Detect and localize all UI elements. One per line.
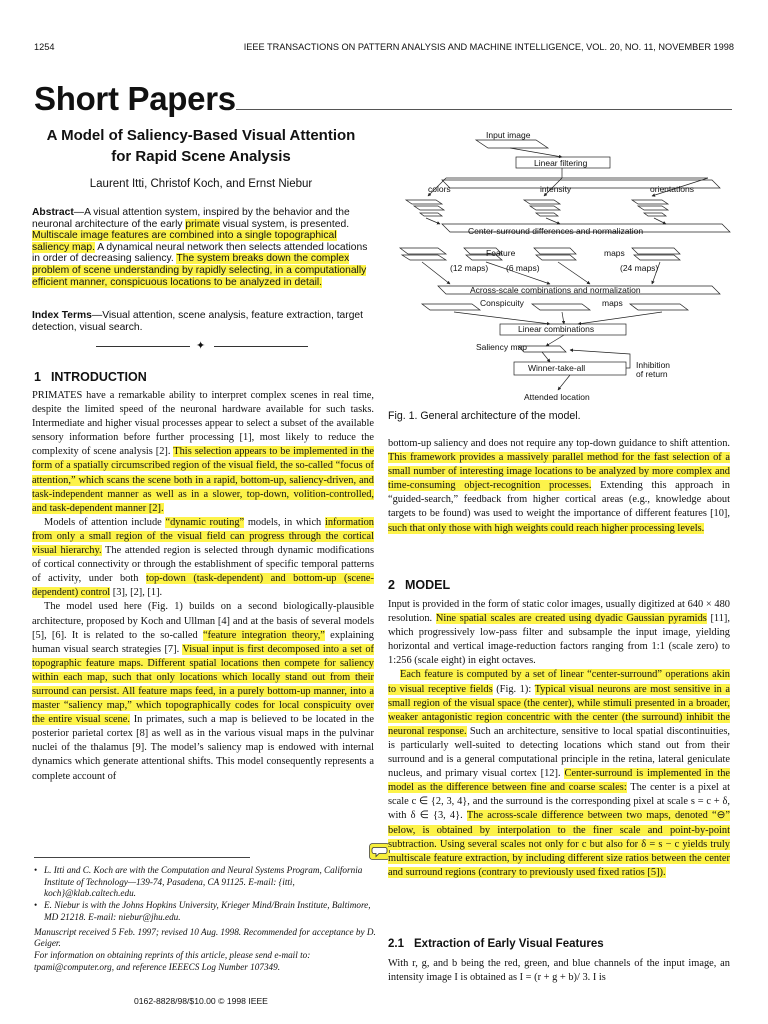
footnotes bbox=[34, 865, 376, 973]
label-saliency-map: Saliency map bbox=[476, 342, 528, 352]
text: In primates, such a map is believed to be located in the posterior parietal cortex [8] as well as in the various visual maps in the pulvinar nuclei of the thalamus [9]. The model’s saliency map is endowed with internal dynamics which generate attentional shifts. This model consequently represents a complete account of bbox=[32, 714, 374, 782]
page-number: 1254 bbox=[34, 42, 55, 52]
text: Input is provided in the form of static color images, usually digitized at 640 × 480 resolution. bbox=[388, 599, 730, 625]
abstract-text: visual system, is presented. bbox=[219, 218, 350, 230]
label-intensity: intensity bbox=[540, 184, 572, 194]
highlight: “dynamic routing” bbox=[165, 516, 245, 528]
figure-caption: Fig. 1. General architecture of the model. bbox=[388, 410, 581, 422]
highlight: This framework provides a massively parallel method for the fast selection of a small number of interesting image locations to be analyzed by more complex and time-consuming object-recognition processes. bbox=[388, 452, 730, 492]
comment-annotation-icon[interactable] bbox=[369, 843, 390, 860]
section-heading-model bbox=[388, 578, 450, 592]
highlight: This selection appears to be implemented in the form of a spatially circumscribed region of the visual field, the so-called “focus of attention,” which scans the scene both in a rapid, bottom-up, saliency-driven, and task-independent manner as well as in a slower, top-down, volition-controlled, and task-dependent manner [2]. bbox=[32, 446, 375, 514]
label-24-maps: (24 maps) bbox=[620, 263, 659, 273]
introduction-body bbox=[32, 389, 374, 784]
text: [11], which progressively low-pass filter and subsample the input image, yielding horizontal and vertical image-reduction factors ranging from 1:1 (scale zero) to 1:256 (scale eight) in eight octaves. bbox=[388, 613, 730, 667]
label-of-return: of return bbox=[636, 369, 668, 379]
footnote-affiliation: • E. Niebur is with the Johns Hopkins University, Krieger Mind/Brain Institute, Baltimore, MD 21218. E-mail: niebur@jhu.edu. bbox=[34, 900, 376, 923]
label-conspicuity: Conspicuity bbox=[480, 298, 524, 308]
paragraph bbox=[32, 516, 374, 601]
extraction-body bbox=[388, 957, 730, 985]
paragraph bbox=[32, 389, 374, 516]
text: (Fig. 1): bbox=[492, 683, 535, 695]
label-linear-filtering: Linear filtering bbox=[534, 158, 588, 168]
speech-bubble-icon bbox=[369, 843, 390, 860]
index-terms-label: Index Terms bbox=[32, 310, 92, 321]
text: PRIMATES have a remarkable ability to interpret complex scenes in real time, despite the limited speed of the neuronal hardware available for such tasks. Intermediate and higher visual processes appear to select a subset of the available sensory information before further processing [1], most likely to reduce the complexity of scene analysis [2]. bbox=[32, 390, 374, 458]
text: The center is a pixel at scale c ∈ {2, 3, 4}, and the surround is the corresponding pixel at scale s = c + δ, with δ ∈ {3, 4}. bbox=[388, 782, 731, 822]
footnote-reprints: For information on obtaining reprints of this article, please send e-mail to: tpami@computer.org, and reference IEEECS Log Number 107349. bbox=[34, 949, 311, 972]
journal-header: IEEE TRANSACTIONS ON PATTERN ANALYSIS AND MACHINE INTELLIGENCE, VOL. 20, NO. 11, NOVEMBER 1998 bbox=[243, 42, 734, 52]
highlight: primate bbox=[185, 218, 220, 230]
highlight: such that only those with high weights could reach higher processing levels. bbox=[388, 522, 705, 534]
label-colors: colors bbox=[428, 184, 451, 194]
text: [3], [2], [1]. bbox=[110, 587, 163, 599]
highlight: information from only a small region of the visual field can progress through the cortical visual hierarchy. bbox=[32, 516, 374, 557]
footnote-received: Manuscript received 5 Feb. 1997; revised 10 Aug. 1998. Recommended for acceptance by D. Geiger. bbox=[34, 926, 376, 949]
text: models, in which bbox=[244, 516, 325, 528]
paragraph bbox=[32, 600, 374, 783]
label-across-scale: Across-scale combinations and normalization bbox=[470, 285, 641, 295]
diagram-svg bbox=[390, 128, 736, 412]
right-column-continuation bbox=[388, 437, 730, 536]
label-winner-take-all: Winner-take-all bbox=[528, 363, 586, 373]
index-terms bbox=[32, 310, 372, 333]
paper-title bbox=[34, 125, 368, 167]
index-terms-text: —Visual attention, scene analysis, feature extraction, target detection, visual search. bbox=[32, 310, 364, 333]
section-title: Extraction of Early Visual Features bbox=[414, 938, 604, 950]
paragraph bbox=[388, 598, 730, 668]
footnote-affiliation: • L. Itti and C. Koch are with the Computation and Neural Systems Program, California Institute of Technology—139-74, Pasadena, CA 91125. E-mail: {itti, koch}@klab.caltech.edu. bbox=[34, 865, 376, 900]
abstract-label: Abstract bbox=[32, 207, 74, 218]
abstract-text: —A visual attention system, inspired by the behavior and the neuronal architecture of the early bbox=[32, 207, 350, 230]
text: Such an architecture, sensitive to local spatial discontinuities, is particularly well-suited to detecting locations which stand out from their surround and is a general computational principle in the retina, lateral geniculate nucleus, and primary visual cortex [12]. bbox=[388, 725, 731, 780]
title-line-2: for Rapid Scene Analysis bbox=[111, 148, 291, 165]
text: Models of attention include bbox=[44, 516, 166, 528]
label-attended-location: Attended location bbox=[524, 392, 590, 402]
title-line-1: A Model of Saliency-Based Visual Attention bbox=[46, 127, 356, 144]
label-orientations: orientations bbox=[650, 184, 694, 194]
section-title: INTRODUCTION bbox=[50, 370, 147, 384]
label-12-maps: (12 maps) bbox=[450, 263, 489, 273]
highlight: Visual input is first decomposed into a set of topographic feature maps. Different spatial locations then compete for saliency within each map, such that only locations which locally stand out from their surround can persist. All feature maps feed, in a purely bottom-up manner, into a master “saliency map,” which topographically codes for local conspicuity over the entire visual scene. bbox=[32, 643, 374, 726]
model-body bbox=[388, 598, 730, 880]
section-rule bbox=[236, 109, 732, 110]
label-maps-conspicuity: maps bbox=[602, 298, 623, 308]
footnote-rule bbox=[34, 857, 250, 858]
section-heading-introduction bbox=[34, 370, 147, 384]
highlight: Center-surround is implemented in the model as the difference between fine and coarse scales: bbox=[388, 768, 731, 794]
highlight: Multiscale image features are combined into a single topographical saliency map. bbox=[32, 230, 337, 253]
label-maps: maps bbox=[604, 248, 625, 258]
text: The attended region is selected through dynamic modifications of cortical connectivity or through the establishment of specific temporal patterns of activity, under both bbox=[32, 545, 374, 585]
highlight: Each feature is computed by a set of linear “center-surround” operations akin to visual receptive fields bbox=[388, 669, 730, 695]
running-header bbox=[34, 42, 734, 56]
text: bottom-up saliency and does not require any top-down guidance to shift attention. bbox=[388, 438, 730, 449]
section-title: MODEL bbox=[404, 578, 451, 592]
section-number: 1 bbox=[34, 370, 41, 384]
section-divider bbox=[96, 339, 308, 353]
subsection-heading-extraction bbox=[388, 938, 604, 950]
highlight: The system breaks down the complex problem of scene understanding by rapidly selecting, in a computationally efficient manner, conspicuous locations to be analyzed in detail. bbox=[32, 253, 367, 288]
highlight: The across-scale difference between two maps, denoted “⊖” below, is obtained by interpolation to the finer scale and point-by-point subtraction. Using several scales not only for c but also for δ = s − c yields truly multiscale feature extraction, by including different size ratios between the center and surround regions (contrary to previously used fixed ratios [5]). bbox=[388, 810, 730, 878]
section-number: 2.1 bbox=[388, 938, 404, 950]
text: explaining human visual search strategies [7]. bbox=[32, 629, 374, 655]
highlight: Nine spatial scales are created using dyadic Gaussian pyramids bbox=[435, 613, 707, 625]
label-6-maps: (6 maps) bbox=[506, 263, 540, 273]
paragraph: With r, g, and b being the red, green, and blue channels of the input image, an intensity image I is obtained as I = (r + g + b)/ 3. I is bbox=[388, 958, 730, 984]
architecture-diagram bbox=[390, 128, 736, 412]
label-linear-combinations: Linear combinations bbox=[518, 324, 595, 334]
label-inhibition: Inhibition bbox=[636, 360, 671, 370]
abstract bbox=[32, 207, 372, 288]
authors: Laurent Itti, Christof Koch, and Ernst Niebur bbox=[89, 178, 313, 190]
label-feature: Feature bbox=[486, 248, 516, 258]
paragraph bbox=[388, 437, 730, 536]
copyright: 0162-8828/98/$10.00 © 1998 IEEE bbox=[134, 996, 268, 1006]
input-image-plane bbox=[476, 140, 548, 148]
paragraph bbox=[388, 668, 730, 879]
highlight: “feature integration theory,” bbox=[202, 629, 325, 641]
highlight: top-down (task-dependent) and bottom-up (scene-dependent) control bbox=[32, 573, 374, 599]
text: The model used here (Fig. 1) builds on a second biologically-plausible architecture, proposed by Koch and Ullman [4] and at the basis of several models [5], [6]. It is related to the so-called bbox=[32, 601, 374, 641]
text: Extending this approach in “guided-search,” feedback from higher cortical areas (e.g., knowledge about targets to be found) was used to weight the importance of different features [10], bbox=[388, 480, 730, 520]
divider-line-left bbox=[96, 346, 190, 347]
divider-line-right bbox=[214, 346, 308, 347]
highlight: Typical visual neurons are most sensitive in a small region of the visual space (the center), while stimuli presented in a broader, weaker antagonistic region concentric with the center (the surround) inhibit the neuronal response. bbox=[388, 683, 730, 737]
section-number: 2 bbox=[388, 578, 395, 592]
label-input-image: Input image bbox=[486, 130, 531, 140]
diamond-ornament-icon: ✦ bbox=[196, 340, 206, 352]
section-label: Short Papers bbox=[34, 80, 236, 117]
label-center-surround: Center-surround differences and normalization bbox=[468, 226, 644, 236]
abstract-text: A dynamical neural network then selects attended locations in order of decreasing saliency. bbox=[32, 241, 368, 265]
